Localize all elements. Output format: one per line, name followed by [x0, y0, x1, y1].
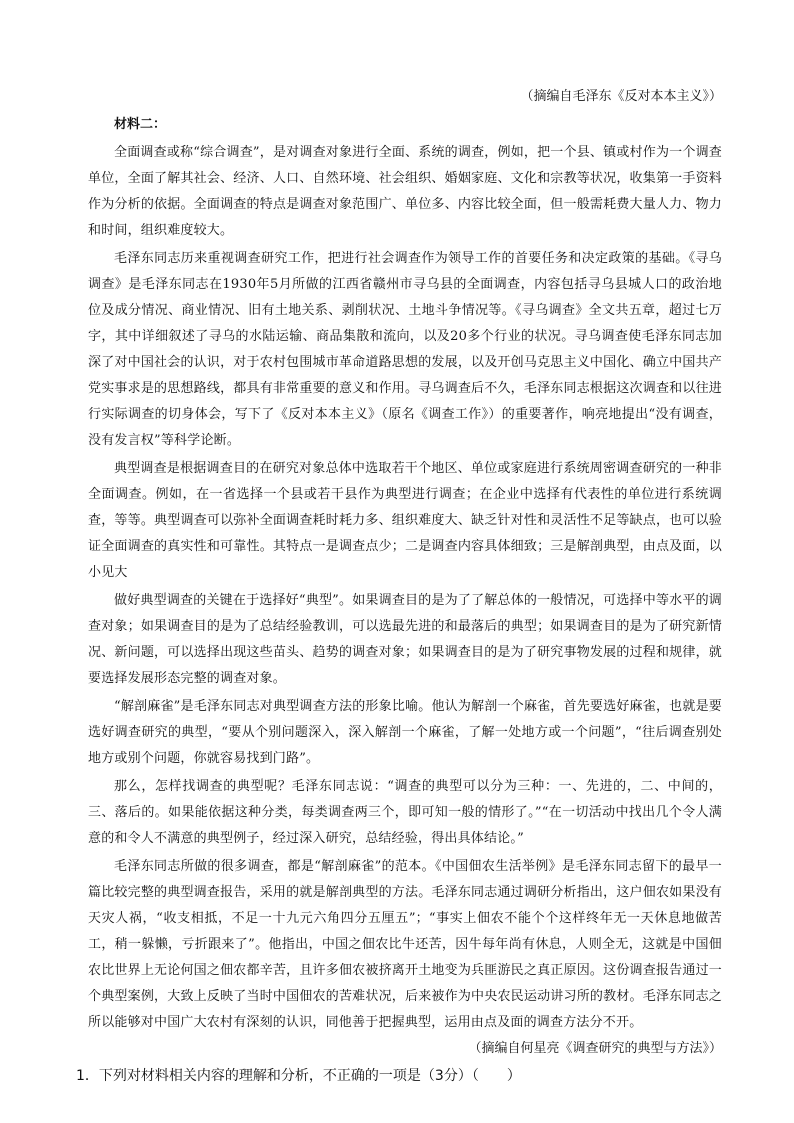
- paragraph-finding-typical: 那么，怎样找调查的典型呢？毛泽东同志说：“调查的典型可以分为三种：一、先进的，二、中间的，三、落后的。如果能依据这种分类，每类调查两三个，即可知一般的情形了。”“在一切活动中找出几个令人满意的和令人不满意的典型例子，经过深入研究，总结经验，得出具体结论。”: [88, 779, 722, 846]
- paragraph-comprehensive-survey: 全面调查或称“综合调查”，是对调查对象进行全面、系统的调查，例如，把一个县、镇或村作为一个调查单位，全面了解其社会、经济、人口、自然环境、社会组织、婚姻家庭、文化和宗教等状况，收集第一手资料作为分析的依据。全面调查的特点是调查对象范围广、单位多、内容比较全面，但一般需耗费大量人力、物力和时间，组织难度较大。: [88, 145, 722, 238]
- section-heading: 材料二：: [114, 117, 167, 132]
- paragraph-selecting-typical: 做好典型调查的关键在于选择好“典型”。如果调查目的是为了了解总体的一般情况，可选择中等水平的调查对象；如果调查目的是为了总结经验教训，可以选最先进的和最落后的典型；如果调查目的是为了研究新情况、新问题，可以选择出现这些苗头、趋势的调查对象；如果调查目的是为了研究事物发展的过程和规律，就要选择发展形态完整的调查对象。: [88, 593, 722, 686]
- paragraph-typical-survey: 典型调查是根据调查目的在研究对象总体中选取若干个地区、单位或家庭进行系统周密调查研究的一种非全面调查。例如，在一省选择一个县或若干县作为典型进行调查；在企业中选择有代表性的单位进行系统调查，等等。典型调查可以弥补全面调查耗时耗力多、组织难度大、缺乏针对性和灵活性不足等缺点，也可以验证全面调查的真实性和可靠性。其特点一是调查点少；二是调查内容具体细致；三是解剖典型，由点及面，以小见大: [88, 461, 722, 580]
- paragraph-xunwu-survey: 毛泽东同志历来重视调查研究工作，把进行社会调查作为领导工作的首要任务和决定政策的基础。《寻乌调查》是毛泽东同志在1930年5月所做的江西省赣州市寻乌县的全面调查，内容包括寻乌县城人口的政治地位及成分情况、商业情况、旧有土地关系、剥削状况、土地斗争情况等。《寻乌调查》全文共五章，超过七万字，其中详细叙述了寻乌的水陆运输、商品集散和流向，以及20多个行业的状况。寻乌调查使毛泽东同志加深了对中国社会的认识，对于农村包围城市革命道路思想的发展，以及开创马克思主义中国化、确立中国共产党实事求是的思想路线，都具有非常重要的意义和作用。寻乌调查后不久，毛泽东同志根据这次调查和以往进行实际调查的切身体会，写下了《反对本本主义》（原名《调查工作》）的重要著作，响亮地提出“没有调查，没有发言权”等科学论断。: [88, 251, 722, 448]
- paragraph-tenant-farmer-report: 毛泽东同志所做的很多调查，都是“解剖麻雀”的范本。《中国佃农生活举例》是毛泽东同志留下的最早一篇比较完整的典型调查报告，采用的就是解剖典型的方法。毛泽东同志通过调研分析指出，这户佃农如果没有天灾人祸，“收支相抵，不足一十九元六角四分五厘五”；“事实上佃农不能个个这样终年无一天休息地做苦工，稍一躲懒，亏折跟来了”。他指出，中国之佃农比牛还苦，因牛每年尚有休息，人则全无，这就是中国佃农比世界上无论何国之佃农都辛苦，且许多佃农被挤离开土地变为兵匪游民之真正原因。这份调查报告通过一个典型案例，大致上反映了当时中国佃农的苦难状况，后来被作为中央农民运动讲习所的教材。毛泽东同志之所以能够对中国广大农村有深刻的认识，同他善于把握典型，运用由点及面的调查方法分不开。: [88, 859, 722, 1030]
- question-1: 1．下列对材料相关内容的理解和分析，不正确的一项是（3分）（ ）: [76, 1068, 521, 1084]
- source-citation-bottom: （摘编自何星亮《调查研究的典型与方法》）: [468, 1041, 722, 1056]
- source-citation-top: （摘编自毛泽东《反对本本主义》）: [520, 89, 722, 104]
- paragraph-dissecting-sparrow: “解剖麻雀”是毛泽东同志对典型调查方法的形象比喻。他认为解剖一个麻雀，首先要选好麻雀，也就是要选好调查研究的典型，“要从个别问题深入，深入解剖一个麻雀，了解一处地方或一个问题”，“往后调查别处地方或别个问题，你就容易找到门路”。: [88, 699, 722, 766]
